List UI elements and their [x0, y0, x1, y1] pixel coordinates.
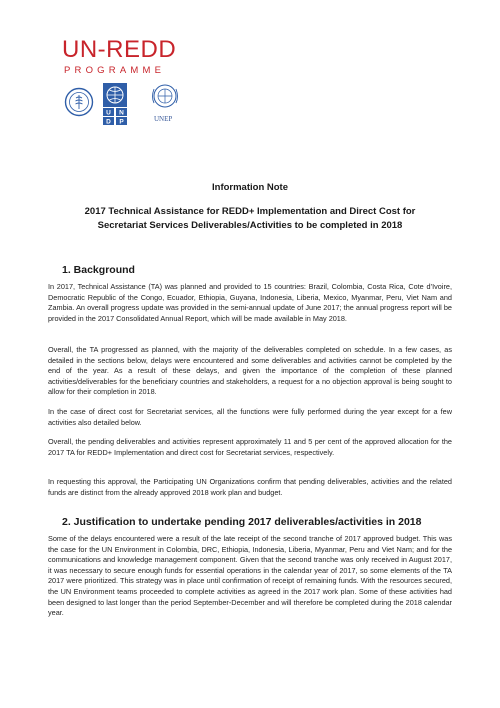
paragraph: Overall, the TA progressed as planned, with the majority of the deliverables completed on schedule. In a few cases, as detailed in the sections below, delays were encountered and some deliverables and activities cannot be completed by the end of the year. As a result of these delays, and given the importance of the completion of these planned activities/deliverables for the beneficiary countries and stakeholders, a request for a no objection approval is being sought to allow for their completion in 2018.: [48, 345, 452, 397]
paragraph: In requesting this approval, the Participating UN Organizations confirm that pending deliverables, activities and the related funds are distinct from the already approved 2018 work plan and budget.: [48, 477, 452, 497]
unep-emblem-icon: [148, 83, 182, 113]
partner-emblems: [60, 83, 200, 133]
undp-emblem-icon: [100, 83, 130, 125]
fao-emblem-icon: [64, 87, 94, 117]
logo-title: UN-REDD: [62, 36, 177, 63]
section-heading-background: 1. Background: [62, 264, 135, 276]
svg-text:P: P: [119, 118, 124, 125]
unep-label: UNEP: [154, 115, 173, 123]
paragraph: Some of the delays encountered were a result of the late receipt of the second tranche of 2017 approved budget. This was the case for the UN Environment in Colombia, DRC, Ethiopia, Indonesia, Liberia, Myanmar, Peru and Viet Nam; and for the communications and knowledge management component. Given that the second tranche was only received in August 2017, it was necessary to secure enough funds for essential operations in the calendar year of 2017, so some elements of the TA 2017 were prioritized. This strategy was in place until confirmation of receipt of remaining funds. With the resources secured, the UN Environment teams proceeded to complete activities as agreed in the 2017 work plan. Some of these activities had been designed to last longer than the period September-December and will therefore be completed during the 2018 calendar year.: [48, 534, 452, 618]
un-redd-logo: [60, 38, 200, 138]
note-title: Information Note: [212, 182, 288, 193]
paragraph: Overall, the pending deliverables and activities represent approximately 11 and 5 per cent of the approved allocation for the 2017 TA for REDD+ Implementation and direct cost for Secretariat services, respectively.: [48, 437, 452, 457]
svg-text:U: U: [106, 109, 111, 117]
logo-subtitle: PROGRAMME: [64, 65, 166, 76]
paragraph: In the case of direct cost for Secretariat services, all the functions were fully performed during the year except for a few activities also detailed below.: [48, 407, 452, 427]
paragraph: In 2017, Technical Assistance (TA) was planned and provided to 15 countries: Brazil, Colombia, Costa Rica, Cote d’Ivoire, Democratic Republic of the Congo, Ecuador, Ethiopia, Guyana, Indonesia, Liberia, Mexico, Myanmar, Peru, Viet Nam and Zambia. An overall progress update was provided in the semi-annual update of June 2017; the annual progress report will be provided in the 2017 Consolidated Annual Report, which will be made available in May 2018.: [48, 282, 452, 323]
svg-text:D: D: [106, 118, 111, 125]
section-heading-justification: 2. Justification to undertake pending 2017 deliverables/activities in 2018: [62, 516, 422, 528]
document-title: 2017 Technical Assistance for REDD+ Implementation and Direct Cost for Secretariat Services Deliverables/Activities to be completed in 2018: [84, 206, 416, 231]
svg-text:N: N: [119, 109, 124, 117]
